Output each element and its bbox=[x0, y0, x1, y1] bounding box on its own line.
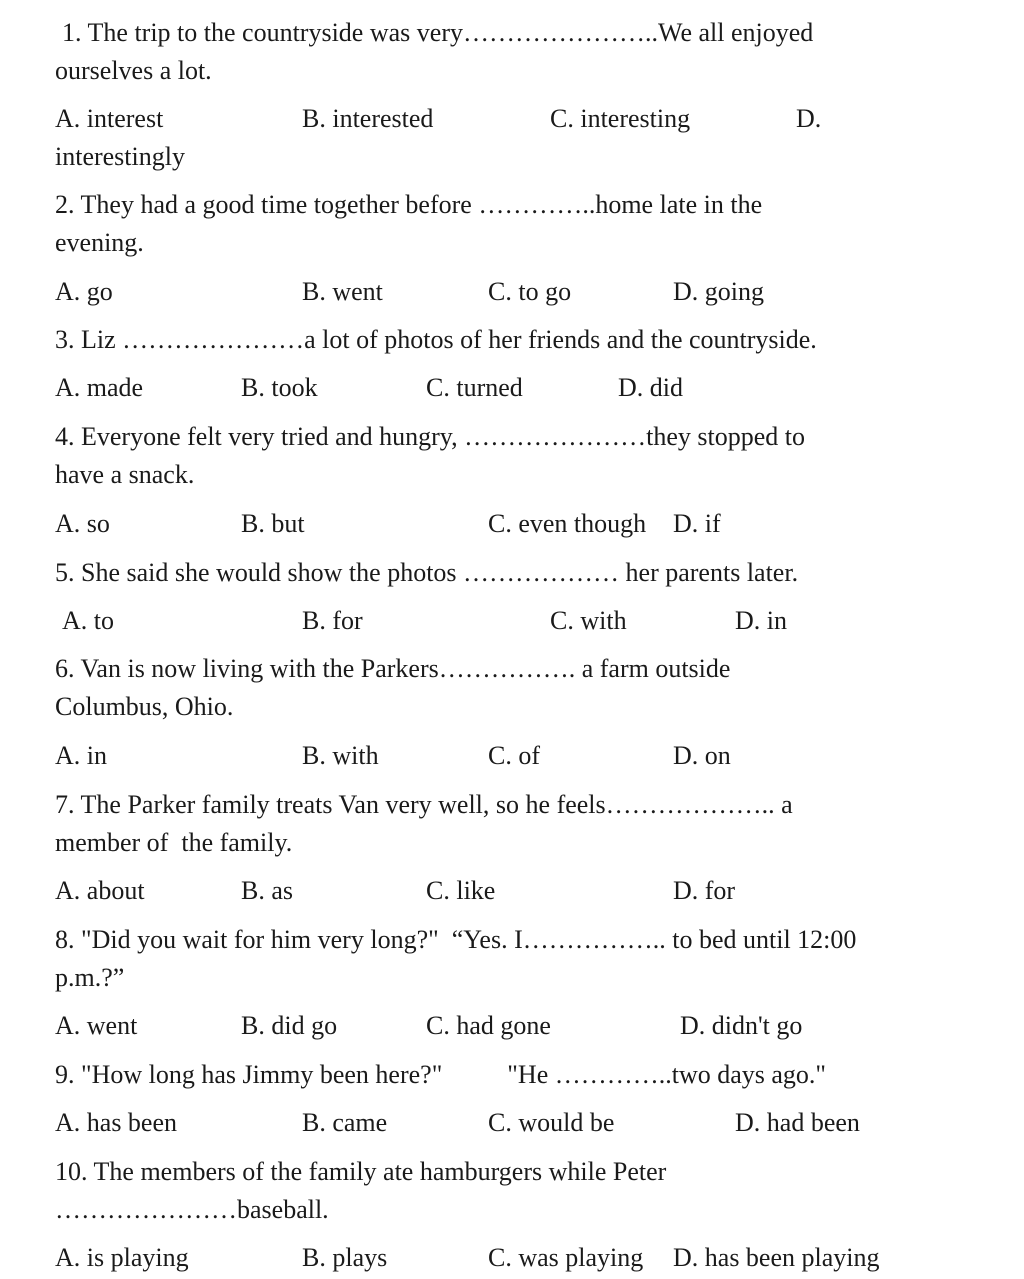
question-9-text-line-1: 9. "How long has Jimmy been here?" "He …………..two days ago." bbox=[55, 1060, 827, 1089]
question-3-option-a: A. made bbox=[55, 373, 144, 402]
question-8-text-line-2: p.m.?” bbox=[55, 963, 125, 992]
question-2-option-a: A. go bbox=[55, 277, 113, 306]
question-3-option-c: C. turned bbox=[426, 373, 523, 402]
question-1-option-b: B. interested bbox=[302, 104, 434, 133]
question-2-text-line-2: evening. bbox=[55, 228, 144, 257]
question-3-text-line-1: 3. Liz …………………a lot of photos of her friends and the countryside. bbox=[55, 325, 817, 354]
question-4-option-d: D. if bbox=[673, 509, 721, 538]
question-5-option-c: C. with bbox=[550, 606, 627, 635]
question-1-text-line-2: ourselves a lot. bbox=[55, 56, 212, 85]
question-10-option-a: A. is playing bbox=[55, 1243, 189, 1272]
question-3-option-d: D. did bbox=[618, 373, 683, 402]
question-4-option-b: B. but bbox=[241, 509, 305, 538]
question-5-option-d: D. in bbox=[735, 606, 787, 635]
question-2-option-d: D. going bbox=[673, 277, 764, 306]
question-7-text-line-2: member of the family. bbox=[55, 828, 293, 857]
question-10-option-b: B. plays bbox=[302, 1243, 388, 1272]
question-6-option-d: D. on bbox=[673, 741, 731, 770]
question-7-option-b: B. as bbox=[241, 876, 293, 905]
question-6-option-b: B. with bbox=[302, 741, 379, 770]
question-5-text-line-1: 5. She said she would show the photos ……………… her parents later. bbox=[55, 558, 799, 587]
question-2-option-c: C. to go bbox=[488, 277, 572, 306]
question-3-option-b: B. took bbox=[241, 373, 318, 402]
question-9-option-c: C. would be bbox=[488, 1108, 615, 1137]
question-8-option-c: C. had gone bbox=[426, 1011, 551, 1040]
question-9-option-a: A. has been bbox=[55, 1108, 178, 1137]
question-10-text-line-1: 10. The members of the family ate hamburgers while Peter bbox=[55, 1157, 667, 1186]
question-4-text-line-2: have a snack. bbox=[55, 460, 195, 489]
question-8-text-line-1: 8. "Did you wait for him very long?" “Yes. I…………….. to bed until 12:00 bbox=[55, 925, 857, 954]
question-4-option-c: C. even though bbox=[488, 509, 647, 538]
question-6-option-c: C. of bbox=[488, 741, 540, 770]
question-6-text-line-2: Columbus, Ohio. bbox=[55, 692, 234, 721]
question-8-option-a: A. went bbox=[55, 1011, 138, 1040]
question-5-option-a: A. to bbox=[62, 606, 114, 635]
question-10-option-d: D. has been playing bbox=[673, 1243, 880, 1272]
question-1-text-line-1: 1. The trip to the countryside was very…………………..We all enjoyed bbox=[62, 18, 814, 47]
question-7-option-d: D. for bbox=[673, 876, 736, 905]
question-7-option-a: A. about bbox=[55, 876, 145, 905]
question-7-text-line-1: 7. The Parker family treats Van very well, so he feels……………….. a bbox=[55, 790, 793, 819]
question-7-option-c: C. like bbox=[426, 876, 496, 905]
question-1-option-d: D. bbox=[796, 104, 822, 133]
question-10-text-line-2: …………………baseball. bbox=[55, 1195, 329, 1224]
question-8-option-d: D. didn't go bbox=[680, 1011, 803, 1040]
question-6-text-line-1: 6. Van is now living with the Parkers……………. a farm outside bbox=[55, 654, 731, 683]
question-6-option-a: A. in bbox=[55, 741, 107, 770]
question-4-option-a: A. so bbox=[55, 509, 110, 538]
question-9-option-d: D. had been bbox=[735, 1108, 860, 1137]
question-10-option-c: C. was playing bbox=[488, 1243, 644, 1272]
question-1-option-d-text: interestingly bbox=[55, 142, 185, 171]
question-9-option-b: B. came bbox=[302, 1108, 388, 1137]
question-2-option-b: B. went bbox=[302, 277, 383, 306]
question-1-option-c: C. interesting bbox=[550, 104, 691, 133]
question-1-option-a: A. interest bbox=[55, 104, 164, 133]
question-5-option-b: B. for bbox=[302, 606, 363, 635]
question-2-text-line-1: 2. They had a good time together before …………..home late in the bbox=[55, 190, 763, 219]
question-8-option-b: B. did go bbox=[241, 1011, 338, 1040]
question-4-text-line-1: 4. Everyone felt very tried and hungry, …………………they stopped to bbox=[55, 422, 805, 451]
